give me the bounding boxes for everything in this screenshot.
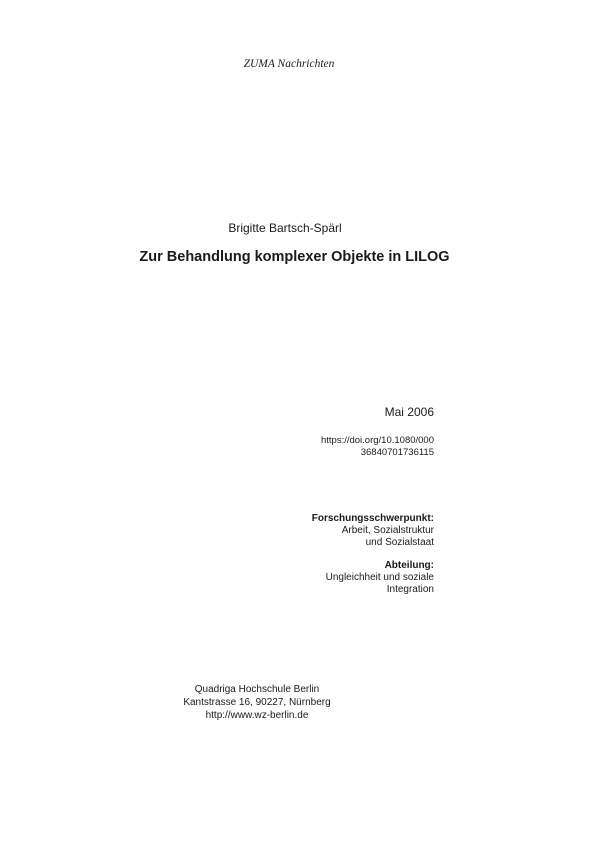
doi-line-1: https://doi.org/10.1080/000 [320,435,434,446]
department-block [264,560,434,596]
institution-url: http://www.wz-berlin.de [205,710,309,721]
department-heading: Abteilung: [384,560,434,571]
institution-name: Quadriga Hochschule Berlin [194,684,320,695]
research-focus-block [264,513,434,549]
doi-reference [274,435,434,459]
department-line: Integration [386,584,434,595]
research-focus-line: Arbeit, Sozialstruktur [341,525,434,536]
document-title: Zur Behandlung komplexer Objekte in LILOG [139,249,450,265]
department-line: Ungleichheit und soziale [325,572,434,583]
doi-line-2: 36840701736115 [360,447,434,458]
series-title: ZUMA Nachrichten [243,58,335,70]
research-focus-heading: Forschungsschwerpunkt: [311,513,434,524]
publication-date: Mai 2006 [384,405,434,419]
research-focus-line: und Sozialstaat [365,537,434,548]
institution-street: Kantstrasse 16, 90227, Nürnberg [183,697,331,708]
author-name: Brigitte Bartsch-Spärl [228,221,342,235]
institution-address [157,683,357,722]
